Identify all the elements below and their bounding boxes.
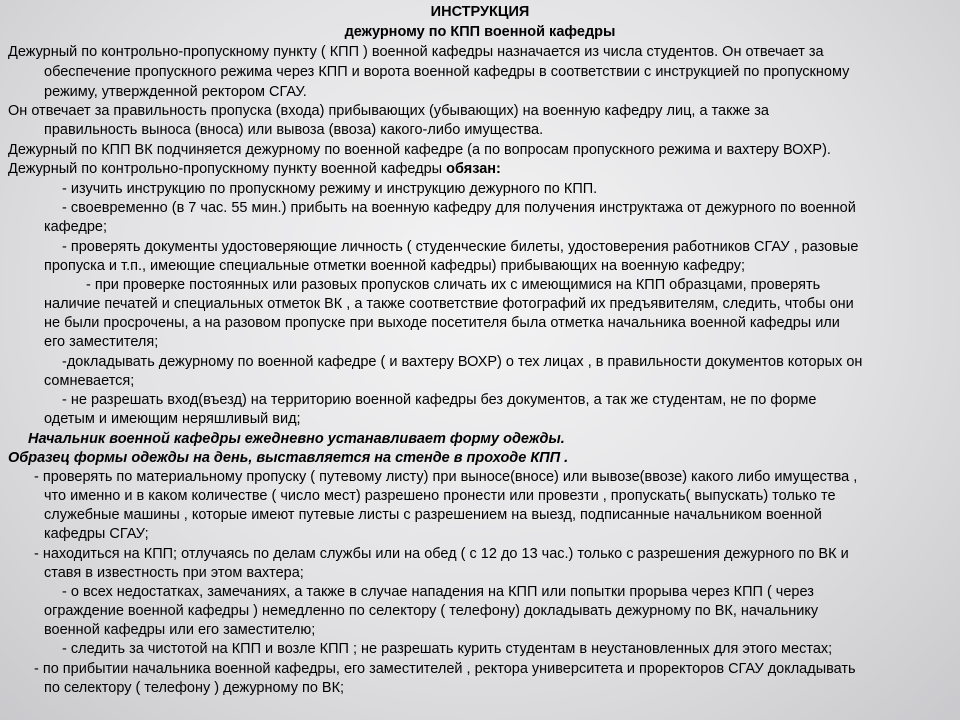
text-line: кафедре; xyxy=(44,219,108,235)
list-item: - проверять документы удостоверяющие личность ( студенческие билеты, удостоверения работников СГАУ , разовые xyxy=(62,239,859,255)
text-line: по селектору ( телефону ) дежурному по ВК; xyxy=(44,680,345,696)
text-line: правильность выноса (вноса) или вывоза (ввоза) какого-либо имущества. xyxy=(44,122,544,138)
text-line: режиму, утвержденной ректором СГАУ. xyxy=(44,84,307,100)
list-item: - о всех недостатках, замечаниях, а также в случае нападения на КПП или попытки прорыва через КПП ( через xyxy=(62,584,814,600)
text-line: ограждение военной кафедры ) немедленно по селектору ( телефону) докладывать дежурному по ВК, начальнику xyxy=(44,603,819,619)
list-item: - своевременно (в 7 час. 55 мин.) прибыть на военную кафедру для получения инструктажа от дежурного по военной xyxy=(62,200,856,216)
text-line: обеспечение пропускного режима через КПП и ворота военной кафедры в соответствии с инструкцией по пропускному xyxy=(44,64,850,80)
text-line: пропуска и т.п., имеющие специальные отметки военной кафедры) прибывающих на военную кафедру; xyxy=(44,258,745,274)
text-line: наличие печатей и специальных отметок ВК , а также соответствие фотографий их предъявителям, следить, чтобы они xyxy=(44,296,854,312)
text-line: Он отвечает за правильность пропуска (входа) прибывающих (убывающих) на военную кафедру лиц, а также за xyxy=(8,103,769,119)
list-item: -докладывать дежурному по военной кафедре ( и вахтеру ВОХР) о тех лицах , в правильности документов которых он xyxy=(62,354,863,370)
text-line: военной кафедры или его заместителю; xyxy=(44,622,316,638)
text-line: не были просрочены, а на разовом пропуске при выходе посетителя была отметка начальника военной кафедры или xyxy=(44,315,840,331)
uniform-sample-note: Образец формы одежды на день, выставляется на стенде в проходе КПП . xyxy=(8,450,569,466)
list-item: - при проверке постоянных или разовых пропусков сличать их с имеющимися на КПП образцами, проверять xyxy=(86,277,821,293)
list-item: - проверять по материальному пропуску ( путевому листу) при выносе(вносе) или вывозе(ввозе) какого либо имущества , xyxy=(34,469,858,485)
text-run: Дежурный по контрольно-пропускному пункту военной кафедры xyxy=(8,161,443,177)
document-title: ИНСТРУКЦИЯ xyxy=(430,4,530,20)
text-line: кафедры СГАУ; xyxy=(44,526,149,542)
text-line: ставя в известность при этом вахтера; xyxy=(44,565,304,581)
text-line: сомневается; xyxy=(44,373,135,389)
text-line: его заместителя; xyxy=(44,334,159,350)
text-line: служебные машины , которые имеют путевые листы с разрешением на выезд, подписанные начальником военной xyxy=(44,507,822,523)
text-line: что именно и в каком количестве ( число мест) разрешено пронести или провезти , пропускать( выпускать) только те xyxy=(44,488,836,504)
list-item: - не разрешать вход(въезд) на территорию военной кафедры без документов, а так же студентам, не по форме xyxy=(62,392,817,408)
text-line: одетым и имеющим неряшливый вид; xyxy=(44,411,301,427)
list-item: - по прибытии начальника военной кафедры, его заместителей , ректора университета и проректоров СГАУ докладывать xyxy=(34,661,856,677)
list-item: - находиться на КПП; отлучаясь по делам службы или на обед ( с 12 до 13 час.) только с разрешения дежурного по ВК и xyxy=(34,546,849,562)
text-line: Дежурный по КПП ВК подчиняется дежурному по военной кафедре (а по вопросам пропускного режима и вахтеру ВОХР). xyxy=(8,142,831,158)
uniform-note: Начальник военной кафедры ежедневно устанавливает форму одежды. xyxy=(28,431,565,447)
list-item: - следить за чистотой на КПП и возле КПП ; не разрешать курить студентам в неустановленных для этого местах; xyxy=(62,641,833,657)
obliged-keyword: обязан: xyxy=(446,161,501,177)
text-line xyxy=(8,160,501,178)
document-subtitle: дежурному по КПП военной кафедры xyxy=(344,24,616,40)
text-line: Дежурный по контрольно-пропускному пункту ( КПП ) военной кафедры назначается из числа студентов. Он отвечает за xyxy=(8,44,824,60)
list-item: - изучить инструкцию по пропускному режиму и инструкцию дежурного по КПП. xyxy=(62,181,598,197)
